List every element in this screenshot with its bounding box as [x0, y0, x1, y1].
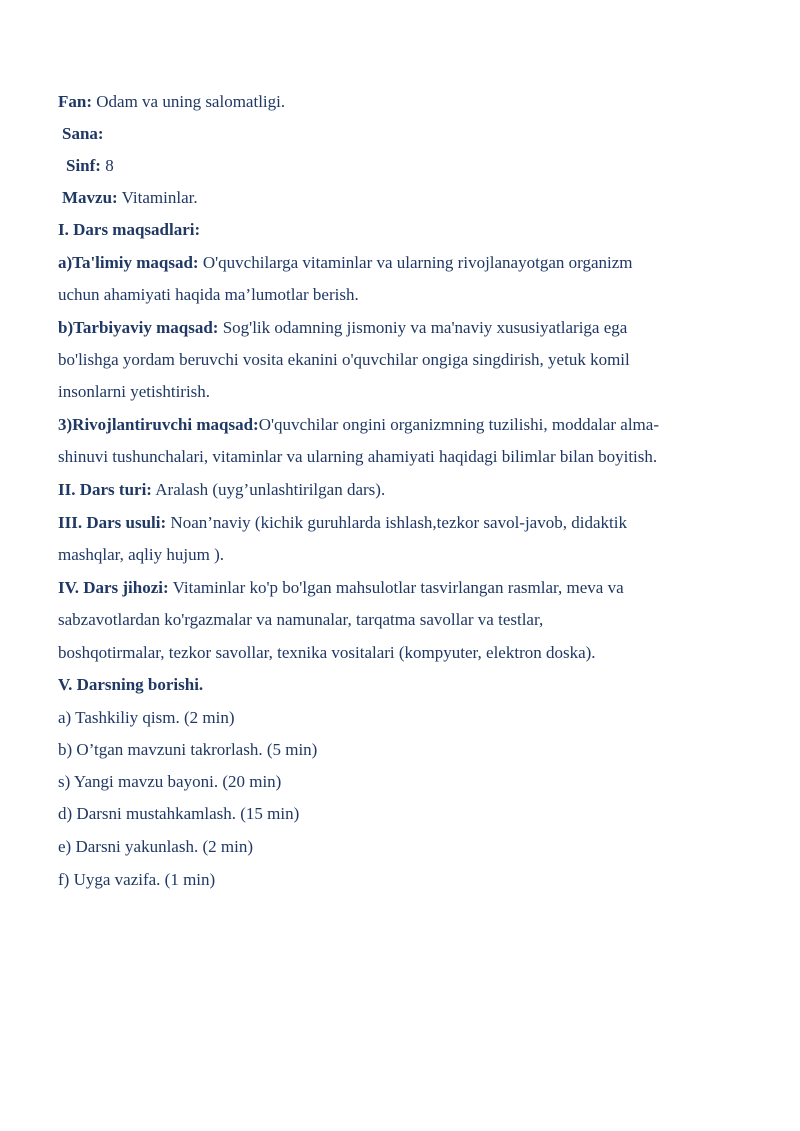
goal-b-text1: Sog'lik odamning jismoniy va ma'naviy xususiyatlariga ega [218, 318, 628, 337]
goal-a-line2: uchun ahamiyati haqida ma’lumotlar berish. [58, 285, 359, 304]
goals-heading: I. Dars maqsadlari: [58, 220, 201, 239]
sinf-line [66, 156, 114, 176]
fan-line [58, 92, 285, 112]
sinf-label: Sinf: [66, 156, 101, 175]
jihozi-label: IV. Dars jihozi: [58, 578, 169, 597]
turi-value: Aralash (uyg’unlashtirilgan dars). [151, 480, 386, 499]
borishi-item: a) Tashkiliy qism. (2 min) [58, 708, 235, 727]
borishi-item: f) Uyga vazifa. (1 min) [58, 870, 216, 889]
sinf-value: 8 [100, 156, 114, 175]
goal-b-line3: insonlarni yetishtirish. [58, 382, 211, 401]
borishi-item: b) O’tgan mavzuni takrorlash. (5 min) [58, 740, 318, 759]
borishi-item: e) Darsni yakunlash. (2 min) [58, 837, 253, 856]
goal-b-line1 [58, 318, 627, 338]
fan-label: Fan: [58, 92, 92, 111]
usuli-text1: Noan’naviy (kichik guruhlarda ishlash,tezkor savol-javob, didaktik [166, 513, 627, 532]
goal-c-line2: shinuvi tushunchalari, vitaminlar va ularning ahamiyati haqidagi bilimlar bilan boyitish. [58, 447, 658, 466]
goal-c-text1: O'quvchilar ongini organizmning tuzilishi, moddalar alma- [258, 415, 659, 434]
borishi-heading: V. Darsning borishi. [58, 675, 204, 694]
borishi-item: d) Darsni mustahkamlash. (15 min) [58, 804, 300, 823]
jihozi-line1 [58, 578, 624, 598]
goal-b-line2: bo'lishga yordam beruvchi vosita ekanini o'quvchilar ongiga singdirish, yetuk komil [58, 350, 630, 369]
turi-line [58, 480, 385, 500]
mavzu-label: Mavzu: [62, 188, 118, 207]
usuli-line1 [58, 513, 627, 533]
goal-c-line1 [58, 415, 659, 435]
goal-b-label: b)Tarbiyaviy maqsad: [58, 318, 219, 337]
goal-c-label: 3)Rivojlantiruvchi maqsad: [58, 415, 259, 434]
sana-label: Sana: [62, 124, 104, 143]
usuli-line2: mashqlar, aqliy hujum ). [58, 545, 224, 564]
jihozi-line3: boshqotirmalar, tezkor savollar, texnika vositalari (kompyuter, elektron doska). [58, 643, 596, 662]
goal-a-line1 [58, 253, 633, 273]
jihozi-line2: sabzavotlardan ko'rgazmalar va namunalar, tarqatma savollar va testlar, [58, 610, 544, 629]
mavzu-line [62, 188, 198, 208]
turi-label: II. Dars turi: [58, 480, 152, 499]
fan-value: Odam va uning salomatligi. [92, 92, 286, 111]
goal-a-label: a)Ta'limiy maqsad: [58, 253, 199, 272]
jihozi-text1: Vitaminlar ko'p bo'lgan mahsulotlar tasvirlangan rasmlar, meva va [168, 578, 624, 597]
usuli-label: III. Dars usuli: [58, 513, 167, 532]
sana-line [62, 124, 104, 144]
goal-a-text1: O'quvchilarga vitaminlar va ularning rivojlanayotgan organizm [198, 253, 633, 272]
borishi-item: s) Yangi mavzu bayoni. (20 min) [58, 772, 282, 791]
mavzu-value: Vitaminlar. [117, 188, 198, 207]
